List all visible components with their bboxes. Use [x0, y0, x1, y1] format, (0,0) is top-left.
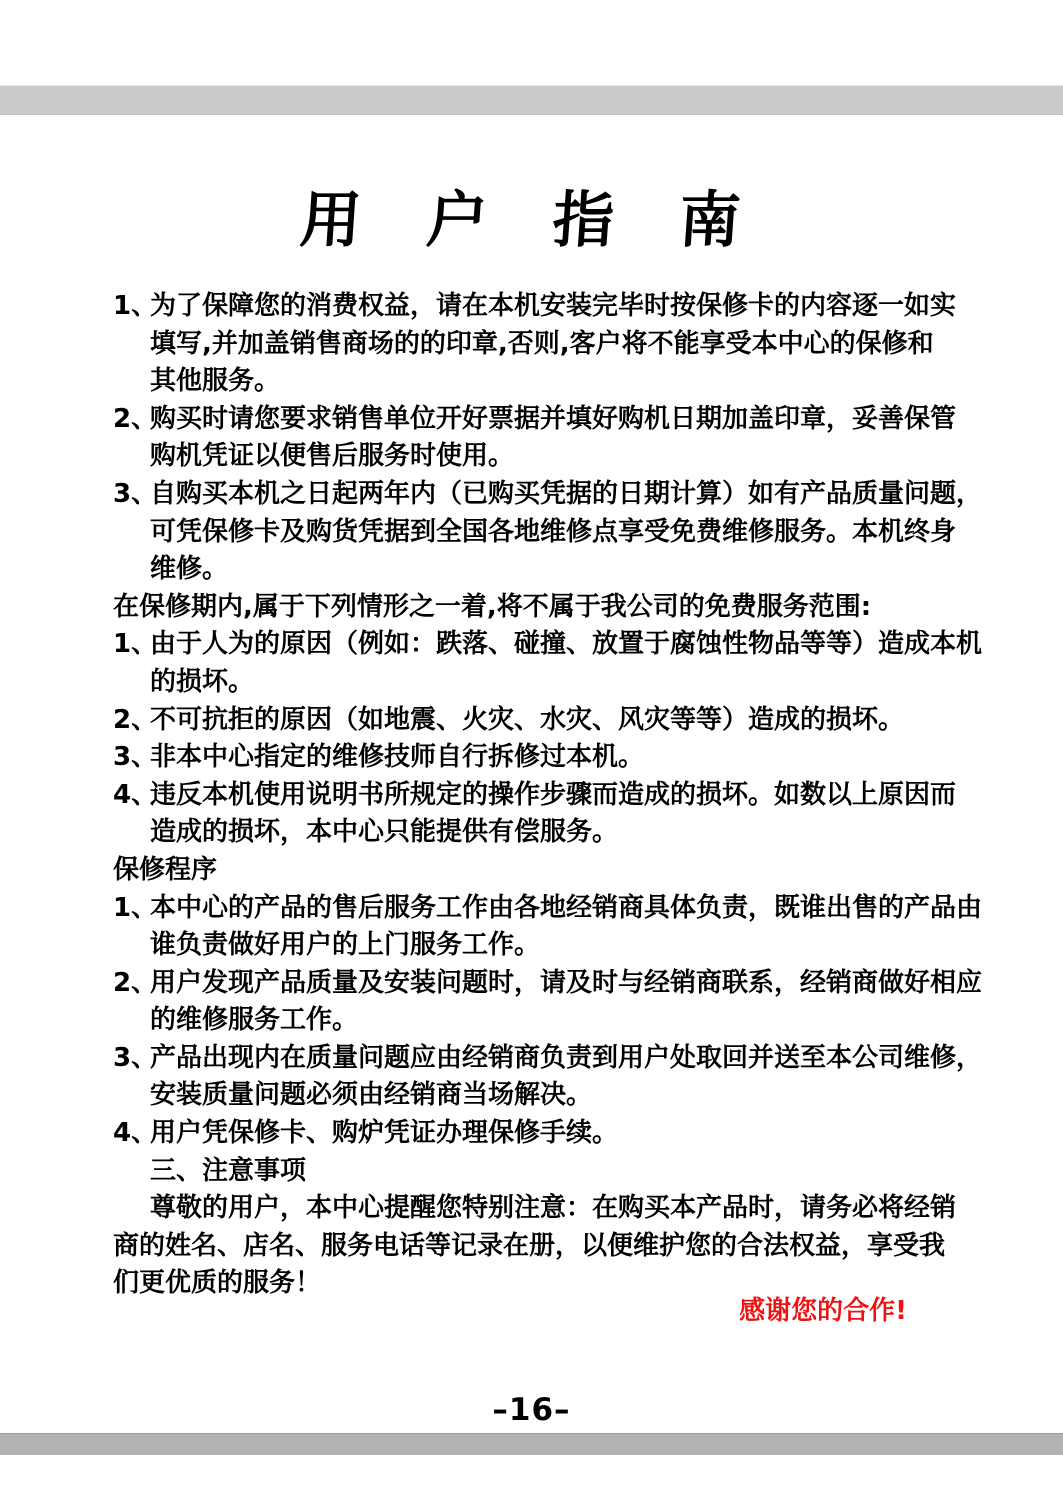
list-item-text: 购买时请您要求销售单位开好票据并填好购机日期加盖印章，妥善保管: [150, 403, 957, 434]
section-heading-procedure: 保修程序: [113, 854, 218, 885]
list-item-text: 的维修服务工作。: [150, 1005, 359, 1036]
list-item: [113, 288, 973, 326]
list-item: [113, 401, 973, 439]
list-item-text: 本中心的产品的售后服务工作由各地经销商具体负责，既谁出售的产品由: [150, 892, 983, 923]
list-item: [113, 1040, 983, 1078]
page-number: –16–: [492, 1392, 571, 1428]
list-item: [113, 626, 983, 664]
list-item-text: 安装质量问题必须由经销商当场解决。: [150, 1080, 593, 1111]
list-item-text: 用户发现产品质量及安装问题时，请及时与经销商联系，经销商做好相应: [150, 967, 983, 998]
list-item-text: 非本中心指定的维修技师自行拆修过本机。: [150, 742, 645, 773]
list-item-number: 3、: [113, 742, 158, 773]
list-item-text: 购机凭证以便售后服务时使用。: [150, 441, 515, 472]
notice-paragraph-line: 商的姓名、店名、服务电话等记录在册，以便维护您的合法权益，享受我: [113, 1230, 946, 1261]
list-item-text: 不可抗拒的原因（如地震、火灾、水灾、风灾等等）造成的损坏。: [150, 704, 905, 735]
list-item-number: 4、: [113, 1118, 158, 1149]
list-item-text: 其他服务。: [150, 366, 281, 397]
list-item-text: 谁负责做好用户的上门服务工作。: [150, 930, 541, 961]
list-item-number: 2、: [113, 704, 158, 735]
list-item-text: 违反本机使用说明书所规定的操作步骤而造成的损坏。如数以上原因而: [150, 779, 957, 810]
list-item-text: 自购买本机之日起两年内（已购买凭据的日期计算）如有产品质量问题，: [150, 478, 983, 509]
list-item: [113, 890, 983, 928]
page-title: 用 户 指 南: [297, 185, 765, 256]
notice-paragraph-line: 们更优质的服务！: [113, 1268, 322, 1299]
list-item-text: 可凭保修卡及购货凭据到全国各地维修点享受免费维修服务。本机终身: [150, 516, 957, 547]
list-item-number: 1、: [113, 291, 158, 321]
list-item-number: 2、: [113, 967, 158, 998]
list-item-number: 1、: [113, 892, 158, 923]
list-item-text: 造成的损坏，本中心只能提供有偿服务。: [150, 817, 619, 848]
document-body: [113, 288, 983, 1303]
top-divider-bar: [0, 85, 1063, 115]
list-item-text: 的损坏。: [150, 666, 255, 697]
section-heading-exclusions: 在保修期内,属于下列情形之一着,将不属于我公司的免费服务范围:: [113, 591, 872, 622]
list-item-number: 4、: [113, 779, 158, 810]
list-item-text: 用户凭保修卡、购炉凭证办理保修手续。: [150, 1118, 619, 1149]
list-item: [113, 777, 973, 815]
list-item: [113, 702, 973, 740]
list-item-number: 2、: [113, 403, 158, 434]
list-item-number: 3、: [113, 478, 158, 509]
notice-paragraph-line: 尊敬的用户，本中心提醒您特别注意：在购买本产品时，请务必将经销: [150, 1193, 957, 1224]
list-item-number: 3、: [113, 1042, 158, 1073]
list-item: [113, 476, 983, 514]
section-heading-notice: 三、注意事项: [150, 1155, 307, 1186]
bottom-divider-bar: [0, 1433, 1063, 1455]
list-item-text: 填写,并加盖销售商场的的印章,否则,客户将不能享受本中心的保修和: [150, 328, 934, 359]
list-item-number: 1、: [113, 629, 158, 660]
list-item-text: 为了保障您的消费权益，请在本机安装完毕时按保修卡的内容逐一如实: [150, 291, 957, 321]
list-item: [113, 739, 973, 777]
list-item-text: 维修。: [150, 554, 229, 585]
list-item: [113, 965, 983, 1003]
list-item: [113, 1115, 973, 1153]
list-item-text: 由于人为的原因（例如：跌落、碰撞、放置于腐蚀性物品等等）造成本机: [150, 629, 983, 660]
thanks-note: 感谢您的合作!: [739, 1296, 907, 1326]
list-item-text: 产品出现内在质量问题应由经销商负责到用户处取回并送至本公司维修，: [150, 1042, 983, 1073]
